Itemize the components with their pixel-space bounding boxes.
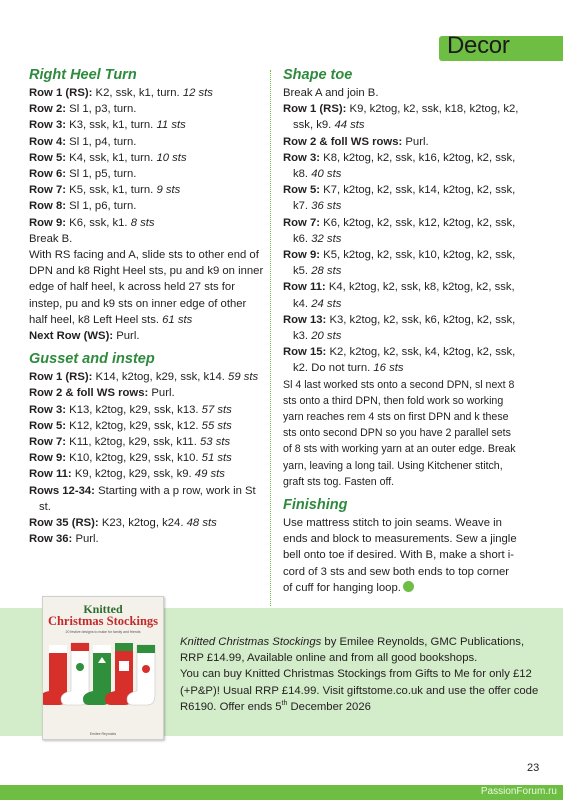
toe-row [283, 150, 519, 182]
page-number: 23 [527, 762, 540, 774]
gusset-row-text: K9, k2tog, k29, ssk, k9. [74, 468, 192, 481]
heel-row [29, 166, 265, 182]
heel-row-text: Sl 1, p4, turn. [69, 135, 137, 148]
toe-row-label: Row 3: [283, 151, 321, 164]
heel-row [29, 85, 265, 101]
gusset-row-text: Purl. [75, 533, 99, 546]
toe-row-text: K8, k2tog, k2, ssk, k16, k2tog, k2, ssk, k8. [293, 151, 516, 181]
heel-row-text: Sl 1, p3, turn. [69, 103, 137, 116]
toe-row-sts: 16 sts [373, 362, 404, 375]
toe-heading: Shape toe [283, 67, 353, 83]
gusset-row-text: K23, k2tog, k24. [101, 517, 184, 530]
section-tab-label: Decor [447, 32, 510, 59]
book-offer-end: December 2026 [287, 700, 371, 713]
book-offer: You can buy Knitted Christmas Stockings from Gifts to Me for only £12 (+P&P)! Usual RRP £14.99. Visit giftstome.co.uk and use the offer code R6190. Offer ends 5 [180, 668, 539, 713]
book-cover-author: Emilee Reynolds [89, 732, 117, 736]
heel-row-text: Sl 1, p6, turn. [69, 200, 137, 213]
heel-row-sts: 8 sts [130, 216, 155, 229]
heel-row [29, 150, 265, 166]
gusset-row-label: Row 7: [29, 436, 67, 449]
heel-row-label: Row 2: [29, 103, 67, 116]
toe-row [283, 247, 519, 279]
gusset-row-sts: 53 sts [200, 436, 231, 449]
heel-row [29, 101, 265, 117]
finishing-heading: Finishing [283, 497, 348, 514]
toe-rows [283, 101, 519, 376]
toe-row-label: Row 15: [283, 346, 327, 359]
toe-row-label: Row 2 & foll WS rows: [283, 135, 403, 148]
gusset-row-text: K10, k2tog, k29, ssk, k10. [69, 452, 199, 465]
heel-heading: Right Heel Turn [29, 67, 137, 83]
finishing-paragraph [283, 515, 519, 596]
gusset-rows [29, 369, 265, 547]
gusset-heading: Gusset and instep [29, 351, 155, 368]
jingle-bell-icon [403, 581, 414, 592]
heel-row-label: Row 4: [29, 135, 67, 148]
toe-intro: Break A and join B. [283, 87, 379, 99]
toe-paragraph: Sl 4 last worked sts onto a second DPN, sl next 8 sts onto a third DPN, then fold work so working yarn reaches rem 4 sts on first DPN and k these sts onto second DPN so you have 2 parallel sets of 8 sts with working yarn at an outer edge. Break yarn, leaving a long tail. Using Kitchener stitch, graft sts tog. Fasten off. [283, 378, 516, 488]
book-cover-title-1: Knitted [83, 602, 123, 616]
section-tab [439, 32, 563, 61]
book-publisher: by Emilee Reynolds, GMC Publications, RRP £14.99, Available online and from all good bookshops. [180, 636, 525, 665]
left-column [29, 66, 265, 547]
toe-row [283, 182, 519, 214]
gusset-row-sts: 51 sts [201, 452, 232, 465]
book-cover-title-2: Christmas Stockings [47, 614, 159, 628]
heel-row [29, 198, 265, 214]
gusset-row [29, 466, 265, 482]
toe-row-text: K2, k2tog, k2, ssk, k4, k2tog, k2, ssk, k2. Do not turn. [293, 346, 516, 375]
heel-row-label: Row 5: [29, 151, 67, 164]
heel-row [29, 182, 265, 198]
footer-bar [0, 785, 563, 800]
right-column [283, 66, 519, 596]
watermark: PassionForum.ru [480, 786, 557, 797]
next-row [29, 328, 265, 344]
heel-row-sts: 10 sts [156, 151, 187, 164]
heel-row-sts: 12 sts [182, 87, 213, 99]
gusset-row [29, 369, 265, 385]
toe-row-label: Row 5: [283, 184, 321, 197]
gusset-row-label: Row 2 & foll WS rows: [29, 387, 149, 400]
toe-row-label: Row 13: [283, 313, 327, 326]
heel-row-label: Row 6: [29, 168, 67, 181]
gusset-row-sts: 48 sts [186, 517, 217, 530]
gusset-row [29, 515, 265, 531]
book-info-text [180, 634, 540, 715]
heel-rows [29, 85, 265, 231]
toe-row-label: Row 11: [283, 281, 326, 294]
toe-row-sts: 32 sts [311, 232, 342, 245]
heel-row-label: Row 7: [29, 184, 67, 197]
toe-row-label: Row 9: [283, 249, 321, 262]
book-info-line-1 [180, 634, 540, 666]
heel-row-text: K5, ssk, k1, turn. [69, 184, 154, 197]
toe-row-label: Row 7: [283, 216, 321, 229]
gusset-row-label: Row 3: [29, 403, 67, 416]
toe-row-sts: 36 sts [311, 200, 342, 213]
toe-row [283, 279, 519, 311]
gusset-row [29, 434, 265, 450]
gusset-row-label: Rows 12-34: [29, 484, 95, 497]
gusset-row-sts: 55 sts [201, 419, 232, 432]
toe-row-sts: 20 sts [311, 330, 342, 343]
gusset-row-text: Purl. [151, 387, 175, 400]
heel-row [29, 117, 265, 133]
toe-row-text: Purl. [405, 135, 429, 148]
toe-row-sts: 40 sts [311, 168, 342, 181]
toe-row [283, 215, 519, 247]
gusset-row-label: Row 11: [29, 468, 72, 481]
gusset-row-sts: 57 sts [201, 403, 232, 416]
finishing-text: Use mattress stitch to join seams. Weave in ends and block to measurements. Sew a jingle bell onto toe if desired. With B, make a short i-cord of 3 sts and sew both ends to top corner of cuff for hanging loop. [283, 517, 517, 594]
gusset-row-text: K13, k2tog, k29, ssk, k13. [69, 403, 199, 416]
gusset-row-text: K12, k2tog, k29, ssk, k12. [69, 419, 199, 432]
heel-row-text: Sl 1, p5, turn. [69, 168, 137, 181]
heel-row-sts: 11 sts [156, 119, 186, 132]
gusset-row-label: Row 9: [29, 452, 67, 465]
toe-row [283, 312, 519, 344]
gusset-row [29, 402, 265, 418]
heel-row-label: Row 1 (RS): [29, 87, 93, 99]
heel-row-label: Row 8: [29, 200, 67, 213]
toe-row-sts: 28 sts [311, 265, 342, 278]
book-cover-subtitle: 20 festive designs to make for family and friends [65, 630, 141, 634]
heel-row-text: K2, ssk, k1, turn. [95, 87, 180, 99]
toe-row [283, 134, 519, 150]
book-title: Knitted Christmas Stockings [180, 636, 322, 648]
gusset-row [29, 450, 265, 466]
gusset-row [29, 531, 265, 547]
heel-row-text: K3, ssk, k1, turn. [69, 119, 154, 132]
toe-row-text: K7, k2tog, k2, ssk, k14, k2tog, k2, ssk, k7. [293, 184, 516, 213]
next-row-text: Purl. [116, 330, 140, 343]
gusset-row-text: Starting with a p row, work in St st. [39, 484, 256, 513]
gusset-row-label: Row 35 (RS): [29, 517, 99, 530]
book-cover-image [42, 596, 164, 740]
column-divider [270, 70, 271, 606]
gusset-row-sts: 49 sts [194, 468, 225, 481]
heel-row [29, 134, 265, 150]
gusset-row [29, 418, 265, 434]
gusset-row-label: Row 5: [29, 419, 67, 432]
heel-row-label: Row 9: [29, 216, 67, 229]
heel-row-sts: 9 sts [156, 184, 181, 197]
toe-row-text: K9, k2tog, k2, ssk, k18, k2tog, k2, ssk, k9. [293, 103, 519, 132]
gusset-row-label: Row 36: [29, 533, 73, 546]
heel-paragraph-sts: 61 sts [162, 313, 193, 326]
toe-row [283, 101, 519, 133]
gusset-row-sts: 59 sts [228, 371, 259, 384]
gusset-row [29, 483, 265, 515]
book-offer-sup: th [281, 700, 288, 708]
gusset-row-label: Row 1 (RS): [29, 371, 93, 384]
toe-row [283, 344, 519, 376]
toe-row-text: K3, k2tog, k2, ssk, k6, k2tog, k2, ssk, k3. [293, 313, 516, 343]
heel-row [29, 215, 265, 231]
gusset-row-text: K14, k2tog, k29, ssk, k14. [95, 371, 225, 384]
toe-row-sts: 24 sts [311, 297, 342, 310]
heel-paragraph-text: With RS facing and A, slide sts to other end of DPN and k8 Right Heel sts, pu and k9 on inner edge of half heel, k across held 27 sts for instep, pu and k9 sts on inner edge of other half heel, k8 Left Heel sts. [29, 249, 264, 326]
heel-row-text: K4, ssk, k1, turn. [69, 151, 154, 164]
next-row-label: Next Row (WS): [29, 330, 114, 343]
toe-row-text: K5, k2tog, k2, ssk, k10, k2tog, k2, ssk, k5. [293, 249, 516, 278]
heel-paragraph [29, 247, 265, 328]
break-b-text: Break B. [29, 232, 73, 245]
book-info-line-2 [180, 666, 540, 715]
toe-row-text: K4, k2tog, k2, ssk, k8, k2tog, k2, ssk, k4. [293, 281, 515, 310]
heel-row-label: Row 3: [29, 119, 67, 132]
gusset-row-text: K11, k2tog, k29, ssk, k11. [69, 436, 197, 449]
heel-row-text: K6, ssk, k1. [69, 216, 128, 229]
toe-row-text: K6, k2tog, k2, ssk, k12, k2tog, k2, ssk, k6. [293, 216, 516, 245]
gusset-row [29, 385, 265, 401]
toe-row-sts: 44 sts [334, 119, 365, 132]
toe-row-label: Row 1 (RS): [283, 103, 347, 116]
stockings-illustration [43, 637, 164, 733]
